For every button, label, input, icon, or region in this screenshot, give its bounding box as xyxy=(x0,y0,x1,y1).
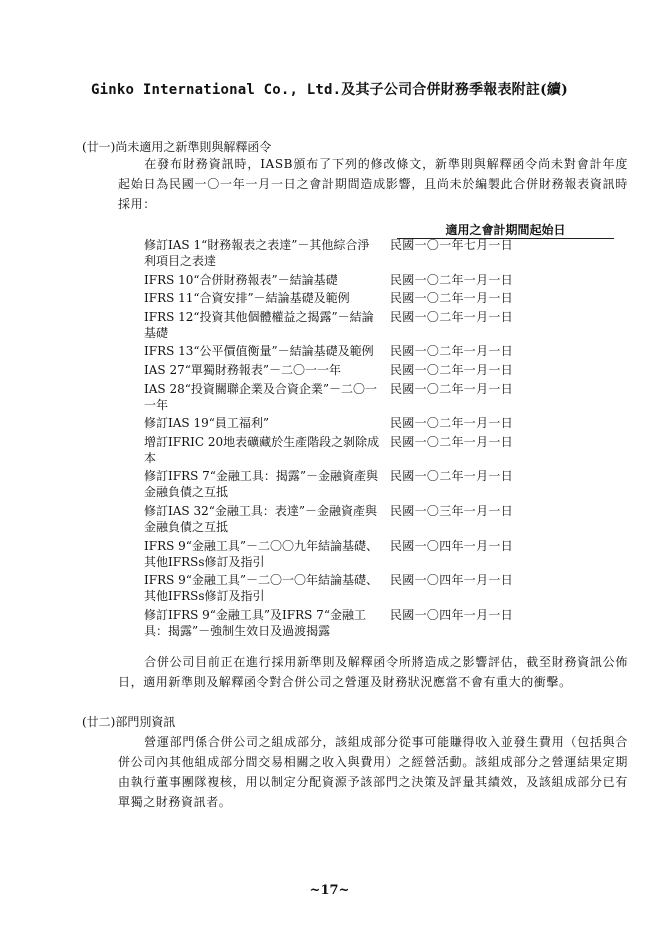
standard-name: IAS 27“單獨財務報表”－二〇一一年 xyxy=(144,362,341,377)
table-row xyxy=(144,381,624,413)
section-21-intro-text: 在發布財務資訊時，IASB頒布了下列的修改條文，新準則與解釋函令尚未對會計年度起始日為民國一〇一年一月一日之會計期間造成影響，且尚未於編製此合併財務報表資訊時採用： xyxy=(118,157,628,211)
standard-name: IFRS 11“合資安排”－結論基礎及範例 xyxy=(144,291,350,306)
effective-date: 民國一〇二年一月一日 xyxy=(390,469,514,484)
effective-date: 民國一〇四年一月一日 xyxy=(390,607,514,622)
effective-date: 民國一〇二年一月一日 xyxy=(390,416,514,431)
section-21-closing-text: 合併公司目前正在進行採用新準則及解釋函令所將造成之影響評估，截至財務資訊公佈日，適用新準則及解釋函令對合併公司之營運及財務狀況應當不會有重大的衝擊。 xyxy=(118,655,628,689)
effective-date: 民國一〇四年一月一日 xyxy=(390,573,514,588)
effective-date: 民國一〇二年一月一日 xyxy=(390,434,514,449)
table-row xyxy=(144,572,624,604)
page-number: ~17~ xyxy=(309,883,350,898)
effective-date: 民國一〇二年一月一日 xyxy=(390,272,514,287)
standard-name: IAS 28“投資關聯企業及合資企業”－二〇一一年 xyxy=(144,381,377,412)
standard-name: IFRS 9“金融工具”－二〇一〇年結論基礎、其他IFRSs修訂及指引 xyxy=(144,573,379,604)
section-21-heading: (廿一)尚未適用之新準則與解釋函令 xyxy=(82,140,272,154)
effective-date-column-header: 適用之會計期間起始日 xyxy=(397,223,614,239)
standard-name: 修訂IFRS 7“金融工具：揭露”－金融資產與金融負債之互抵 xyxy=(144,469,379,500)
table-row xyxy=(144,468,624,500)
table-row xyxy=(144,309,624,341)
section-22-heading: (廿二)部門別資訊 xyxy=(82,715,176,729)
effective-date: 民國一〇四年一月一日 xyxy=(390,538,514,553)
standard-name: 修訂IAS 32“金融工具：表達”－金融資產與金融負債之互抵 xyxy=(144,503,377,534)
effective-date: 民國一〇二年一月一日 xyxy=(390,344,514,359)
standard-name: IFRS 13“公平價值衡量”－結論基礎及範例 xyxy=(144,344,374,359)
effective-date: 民國一〇二年一月一日 xyxy=(390,291,514,306)
section-21-closing xyxy=(118,652,628,692)
section-22-body-text: 營運部門係合併公司之組成部分，該組成部分從事可能賺得收入並發生費用（包括與合併公司內其他組成部分間交易相關之收入與費用）之經營活動。該組成部分之營運結果定期由執行董事團隊複核，用以制定分配資源予該部門之決策及評量其績效，及該組成部分已有單獨之財務資訊者。 xyxy=(118,735,628,809)
table-row xyxy=(144,434,624,466)
table-row xyxy=(144,415,624,431)
table-row xyxy=(144,272,624,288)
standard-name: IFRS 10“合併財務報表”－結論基礎 xyxy=(144,272,338,287)
effective-date: 民國一〇一年七月一日 xyxy=(390,238,514,252)
table-row xyxy=(144,290,624,306)
effective-date: 民國一〇二年一月一日 xyxy=(390,362,514,377)
standard-name: 修訂IAS 1“財務報表之表達”－其他綜合淨利項目之表達 xyxy=(144,238,370,268)
table-row xyxy=(144,538,624,570)
table-row xyxy=(144,362,624,378)
standard-name: IFRS 12“投資其他個體權益之揭露”－結論基礎 xyxy=(144,309,374,340)
effective-date: 民國一〇三年一月一日 xyxy=(390,503,514,518)
page-title xyxy=(0,79,659,99)
effective-date: 民國一〇二年一月一日 xyxy=(390,309,514,324)
table-row xyxy=(144,607,624,639)
standard-name: 修訂IAS 19“員工福利” xyxy=(144,416,269,431)
section-21-intro xyxy=(118,154,628,214)
standard-name: 修訂IFRS 9“金融工具”及IFRS 7“金融工具：揭露”－強制生效日及過渡揭露 xyxy=(144,607,366,638)
standards-table xyxy=(144,237,624,641)
section-22-body xyxy=(118,732,628,812)
standard-name: IFRS 9“金融工具”－二〇〇九年結論基礎、其他IFRSs修訂及指引 xyxy=(144,538,379,569)
company-name: Ginko International Co., Ltd. xyxy=(91,82,342,98)
table-row xyxy=(144,503,624,535)
effective-date: 民國一〇二年一月一日 xyxy=(390,381,514,396)
table-row xyxy=(144,343,624,359)
table-row xyxy=(144,237,624,269)
standard-name: 增訂IFRIC 20地表礦藏於生產階段之剝除成本 xyxy=(144,434,380,465)
report-title: 及其子公司合併財務季報表附註(續) xyxy=(341,82,568,98)
